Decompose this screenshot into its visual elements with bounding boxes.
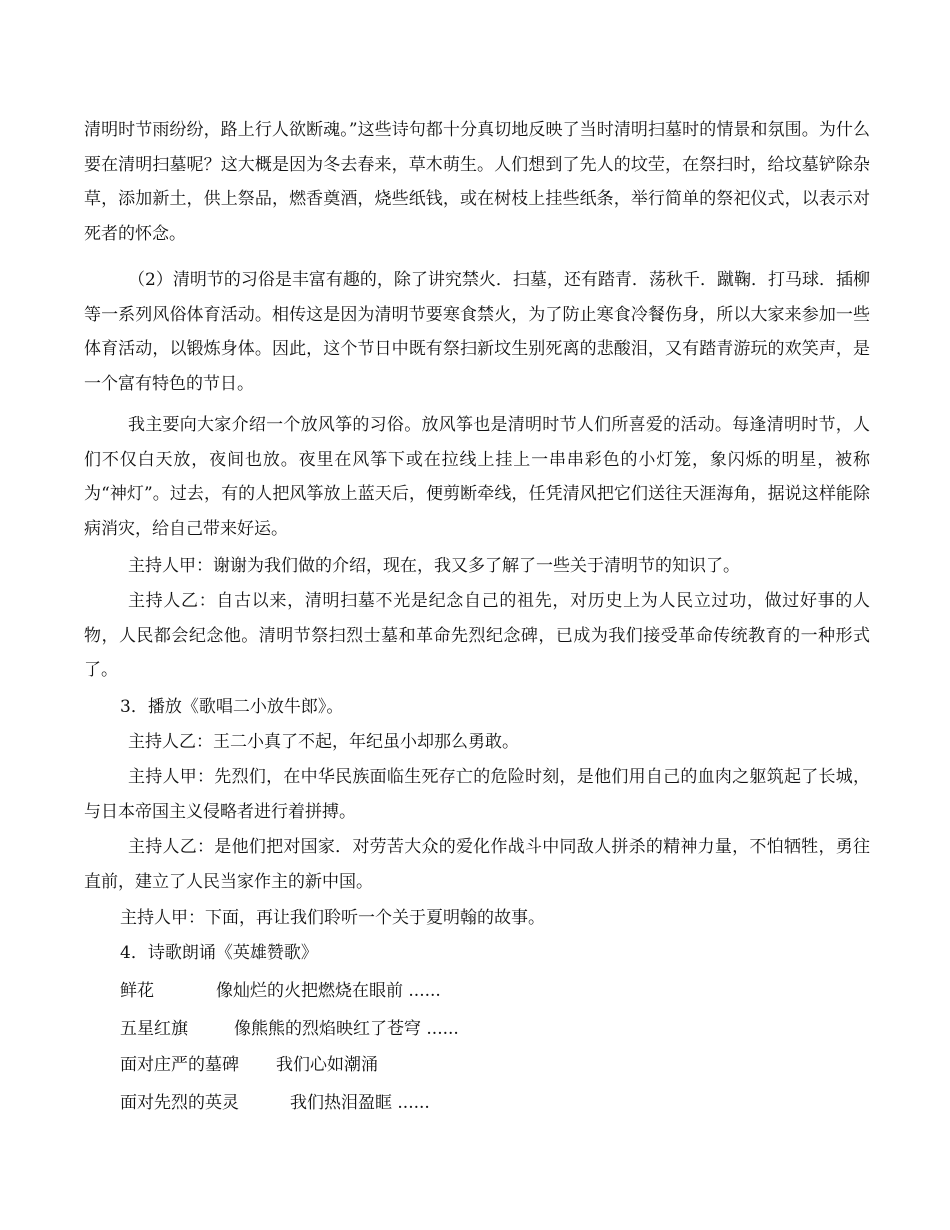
paragraph-host-b-wang: 主持人乙：王二小真了不起，年纪虽小却那么勇敢。	[128, 732, 519, 752]
item-4-poem-title: 4．诗歌朗诵《英雄赞歌》	[120, 943, 318, 963]
paragraph-host-b-tomb: 主持人乙：自古以来，清明扫墓不光是纪念自己的祖先，对历史上为人民立过功，做过好事的人物，人民都会纪念他。清明节祭扫烈士墓和革命先烈纪念碑，已成为我们接受革命传统教育的一种形式了。	[84, 591, 870, 681]
paragraph-host-b-country: 主持人乙：是他们把对国家．对劳苦大众的爱化作战斗中同敌人拼杀的精神力量，不怕牺牲，勇往直前，建立了人民当家作主的新中国。	[84, 837, 870, 892]
poem-line-2-left: 五星红旗	[120, 1019, 188, 1039]
poem-line-4-left: 面对先烈的英灵	[120, 1093, 239, 1113]
poem-line-4-right: 我们热泪盈眶 ......	[290, 1093, 430, 1113]
paragraph-kite: 我主要向大家介绍一个放风筝的习俗。放风筝也是清明时节人们所喜爱的活动。每逢清明时节，人们不仅白天放，夜间也放。夜里在风筝下或在拉线上挂上一串串彩色的小灯笼，象闪烁的明星，被称为“神灯”。过去，有的人把风筝放上蓝天后，便剪断牵线，任凭清风把它们送往天涯海角，据说这样能除病消灾，给自己带来好运。	[84, 415, 870, 539]
poem-line-3	[120, 1048, 378, 1083]
poem-line-1-left: 鲜花	[120, 981, 154, 1001]
item-3-song: 3．播放《歌唱二小放牛郎》。	[120, 697, 344, 717]
poem-line-2-right: 像熊熊的烈焰映红了苍穹 ......	[234, 1019, 459, 1039]
paragraph-qingming-poem: 清明时节雨纷纷，路上行人欲断魂。”这些诗句都十分真切地反映了当时清明扫墓时的情景和氛围。为什么要在清明扫墓呢？这大概是因为冬去春来，草木萌生。人们想到了先人的坟茔，在祭扫时，给坟墓铲除杂草，添加新土，供上祭品，燃香奠酒，烧些纸钱，或在树枝上挂些纸条，举行简单的祭祀仪式，以表示对死者的怀念。	[84, 120, 870, 244]
paragraph-host-a-story: 主持人甲：下面，再让我们聆听一个关于夏明翰的故事。	[120, 908, 545, 928]
poem-line-1-right: 像灿烂的火把燃烧在眼前 ......	[216, 981, 441, 1001]
paragraph-host-a-thanks: 主持人甲：谢谢为我们做的介绍，现在，我又多了解了一些关于清明节的知识了。	[128, 556, 740, 576]
poem-line-3-right: 我们心如潮涌	[276, 1055, 378, 1075]
poem-line-2	[120, 1012, 459, 1047]
poem-line-4	[120, 1086, 430, 1121]
poem-line-3-left: 面对庄严的墓碑	[120, 1055, 239, 1075]
paragraph-customs: （2）清明节的习俗是丰富有趣的，除了讲究禁火．扫墓，还有踏青．荡秋千．蹴鞠．打马球．插柳等一系列风俗体育活动。相传这是因为清明节要寒食禁火，为了防止寒食冷餐伤身，所以大家来参加一些体育活动，以锻炼身体。因此，这个节日中既有祭扫新坟生别死离的悲酸泪，又有踏青游玩的欢笑声，是一个富有特色的节日。	[84, 270, 870, 394]
paragraph-host-a-martyrs: 主持人甲：先烈们，在中华民族面临生死存亡的危险时刻，是他们用自己的血肉之躯筑起了长城，与日本帝国主义侵略者进行着拼搏。	[84, 767, 870, 822]
poem-line-1	[120, 974, 441, 1009]
